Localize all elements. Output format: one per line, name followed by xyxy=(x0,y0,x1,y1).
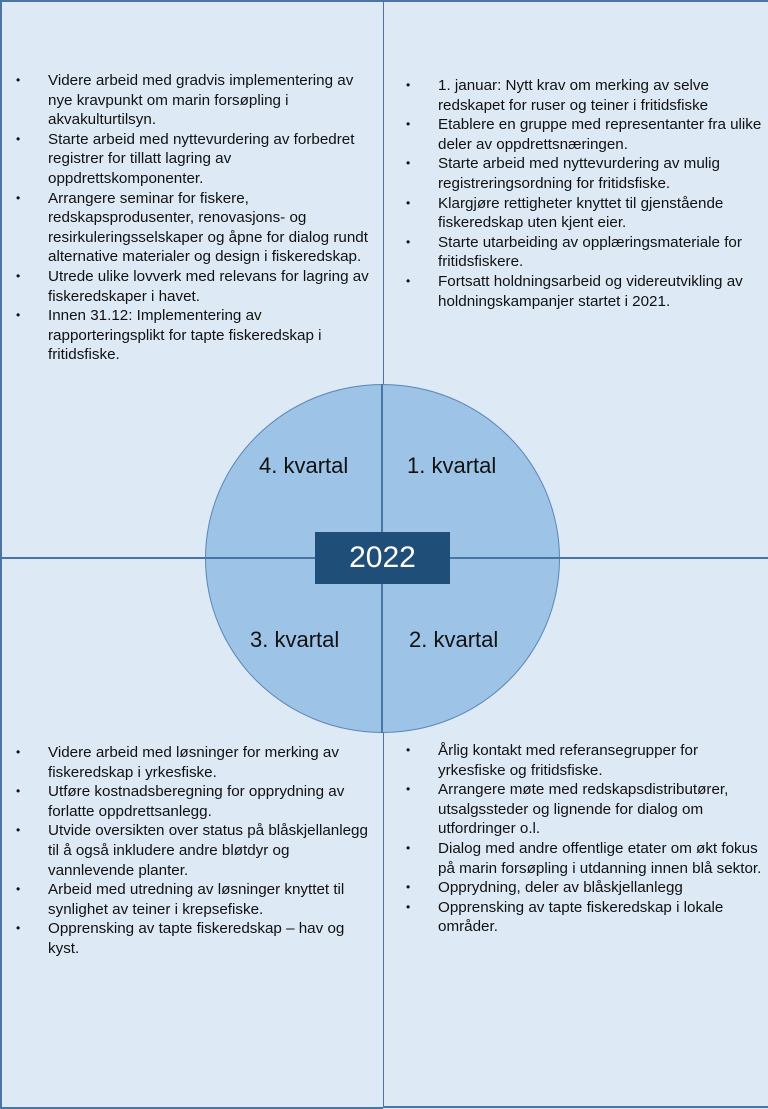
bullet-icon: • xyxy=(16,823,21,838)
bullet-icon: • xyxy=(406,234,411,249)
bullet-icon: • xyxy=(406,899,411,914)
quarter-1-list xyxy=(406,76,768,311)
list-item xyxy=(406,898,768,937)
item-text: Videre arbeid med løsninger for merking av fiskeredskap i yrkesfiske. xyxy=(48,744,339,781)
item-text: Arbeid med utredning av løsninger knyttet til synlighet av teiner i krepsefiske. xyxy=(48,881,345,918)
quarter-1-label: 1. kvartal xyxy=(407,453,497,478)
bullet-icon: • xyxy=(16,268,21,283)
item-text: Starte arbeid med nyttevurdering av mulig registreringsordning for fritidsfiske. xyxy=(438,155,720,192)
list-item xyxy=(16,130,378,189)
list-item xyxy=(406,780,768,839)
bullet-icon: • xyxy=(406,273,411,288)
item-text: Videre arbeid med gradvis implementering av nye kravpunkt om marin forsøpling i akvakulturtilsyn. xyxy=(48,72,354,129)
bullet-icon: • xyxy=(16,131,21,146)
list-item xyxy=(406,272,768,311)
list-item xyxy=(406,878,768,898)
bullet-icon: • xyxy=(16,784,21,799)
list-item xyxy=(16,880,378,919)
list-item xyxy=(16,782,378,821)
list-item xyxy=(16,821,378,880)
item-text: Årlig kontakt med referansegrupper for yrkesfiske og fritidsfiske. xyxy=(438,742,699,779)
list-item xyxy=(16,306,378,365)
bullet-icon: • xyxy=(16,882,21,897)
item-text: Starte arbeid med nyttevurdering av forbedret registrer for tillatt lagring av oppdrettskomponenter. xyxy=(48,130,355,187)
quarter-3-list xyxy=(16,743,378,959)
quarter-2-label: 2. kvartal xyxy=(409,627,499,652)
item-text: Klargjøre rettigheter knyttet til gjenstående fiskeredskap uten kjent eier. xyxy=(438,194,724,232)
list-item xyxy=(16,71,378,130)
bullet-icon: • xyxy=(406,743,411,757)
list-item xyxy=(16,267,378,306)
year-label: 2022 xyxy=(315,532,450,584)
item-text: 1. januar: Nytt krav om merking av selve redskapet for ruser og teiner i fritidsfiske xyxy=(438,77,709,114)
quarter-3-label: 3. kvartal xyxy=(250,627,340,652)
list-item xyxy=(406,154,768,193)
quarter-4-list xyxy=(16,71,378,365)
list-item xyxy=(16,743,378,782)
item-text: Opprensking av tapte fiskeredskap – hav og kyst. xyxy=(48,920,345,957)
list-item xyxy=(16,189,378,267)
quarter-2-list xyxy=(406,741,768,937)
item-text: Utrede ulike lovverk med relevans for lagring av fiskeredskaper i havet. xyxy=(48,267,369,305)
list-item xyxy=(406,76,768,115)
item-text: Opprensking av tapte fiskeredskap i lokale områder. xyxy=(438,898,724,936)
bullet-icon: • xyxy=(406,117,411,132)
list-item xyxy=(406,741,768,780)
bullet-icon: • xyxy=(406,880,411,895)
list-item xyxy=(406,839,768,878)
bullet-icon: • xyxy=(406,840,411,855)
item-text: Arrangere seminar for fiskere, redskapsprodusenter, renovasjons- og resirkuleringsselskaper og åpne for dialog rundt alternative materialer og design i fiskeredskap. xyxy=(48,189,368,266)
item-text: Innen 31.12: Implementering av rapporteringsplikt for tapte fiskeredskap i fritidsfiske. xyxy=(48,307,322,364)
list-item xyxy=(406,233,768,272)
item-text: Etablere en gruppe med representanter fra ulike deler av oppdrettsnæringen. xyxy=(438,116,762,153)
list-item xyxy=(406,115,768,154)
quarter-4-label: 4. kvartal xyxy=(259,453,349,478)
bullet-icon: • xyxy=(406,78,411,92)
item-text: Utføre kostnadsberegning for opprydning av forlatte oppdrettsanlegg. xyxy=(48,783,345,820)
bullet-icon: • xyxy=(16,745,21,759)
bullet-icon: • xyxy=(406,195,411,210)
item-text: Starte utarbeiding av opplæringsmateriale for fritidsfiskere. xyxy=(438,233,742,271)
item-text: Opprydning, deler av blåskjellanlegg xyxy=(438,879,683,897)
list-item xyxy=(406,194,768,233)
bullet-icon: • xyxy=(16,308,21,323)
bullet-icon: • xyxy=(16,921,21,936)
bullet-icon: • xyxy=(406,156,411,171)
list-item xyxy=(16,919,378,958)
bullet-icon: • xyxy=(406,782,411,797)
item-text: Arrangere møte med redskapsdistributører, utsalgssteder og lignende for dialog om utfordringer o.l. xyxy=(438,781,729,838)
item-text: Utvide oversikten over status på blåskjellanlegg til å også inkludere andre bløtdyr og vannlevende planter. xyxy=(48,822,368,879)
bullet-icon: • xyxy=(16,190,21,205)
bullet-icon: • xyxy=(16,73,21,87)
item-text: Dialog med andre offentlige etater om økt fokus på marin forsøpling i utdanning innen blå sektor. xyxy=(438,839,762,877)
item-text: Fortsatt holdningsarbeid og videreutvikling av holdningskampanjer startet i 2021. xyxy=(438,272,743,310)
